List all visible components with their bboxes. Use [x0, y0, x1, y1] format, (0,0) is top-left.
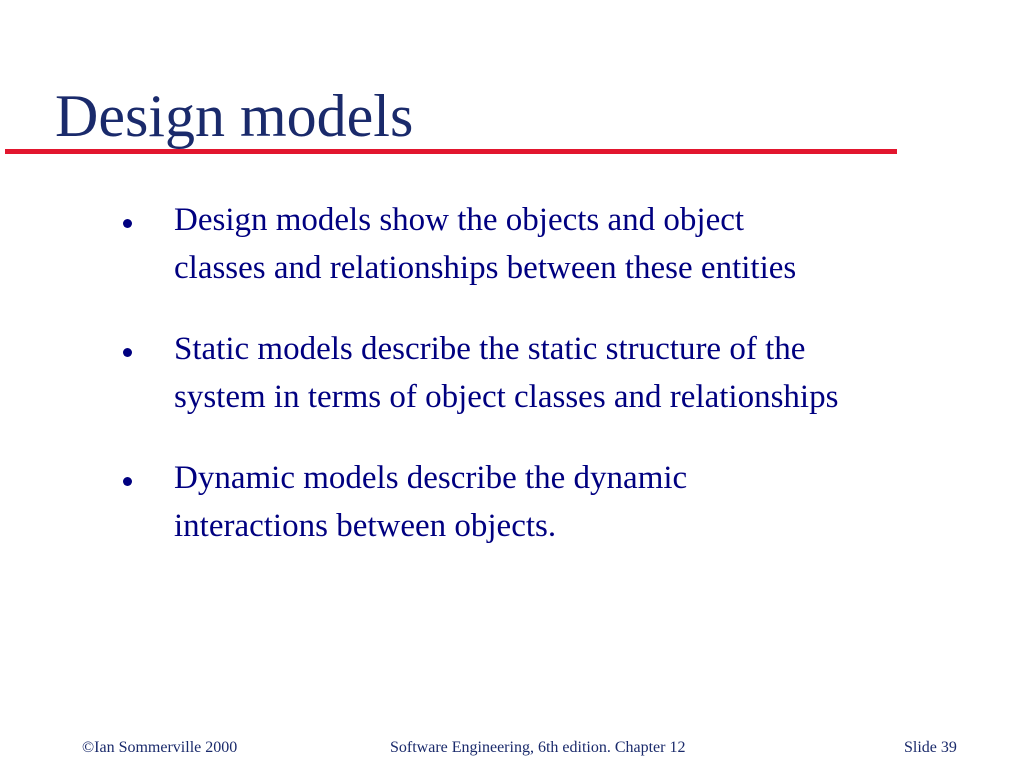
bullet-dot-icon: [123, 348, 132, 357]
footer-copyright: ©Ian Sommerville 2000: [82, 739, 238, 756]
bullet-text-line: interactions between objects.: [174, 508, 557, 544]
bullet-text-line: Design models show the objects and object: [174, 202, 745, 238]
bullet-item-design-models: [118, 196, 998, 292]
bullet-dot-icon: [123, 219, 132, 228]
bullet-item-dynamic-models: [118, 454, 998, 550]
bullet-dot-icon: [123, 477, 132, 486]
title-underline-rule: [5, 149, 897, 154]
bullet-item-static-models: [118, 325, 998, 421]
footer-slide-number: Slide 39: [904, 739, 957, 756]
bullet-text-line: Static models describe the static structure of the: [174, 331, 806, 367]
footer-book-title: Software Engineering, 6th edition. Chapter 12: [390, 739, 686, 756]
bullet-text-line: classes and relationships between these entities: [174, 250, 797, 286]
bullet-text-line: Dynamic models describe the dynamic: [174, 460, 688, 496]
slide-title: Design models: [55, 83, 414, 149]
bullet-text-line: system in terms of object classes and relationships: [174, 379, 839, 415]
bullet-list: [118, 196, 998, 583]
